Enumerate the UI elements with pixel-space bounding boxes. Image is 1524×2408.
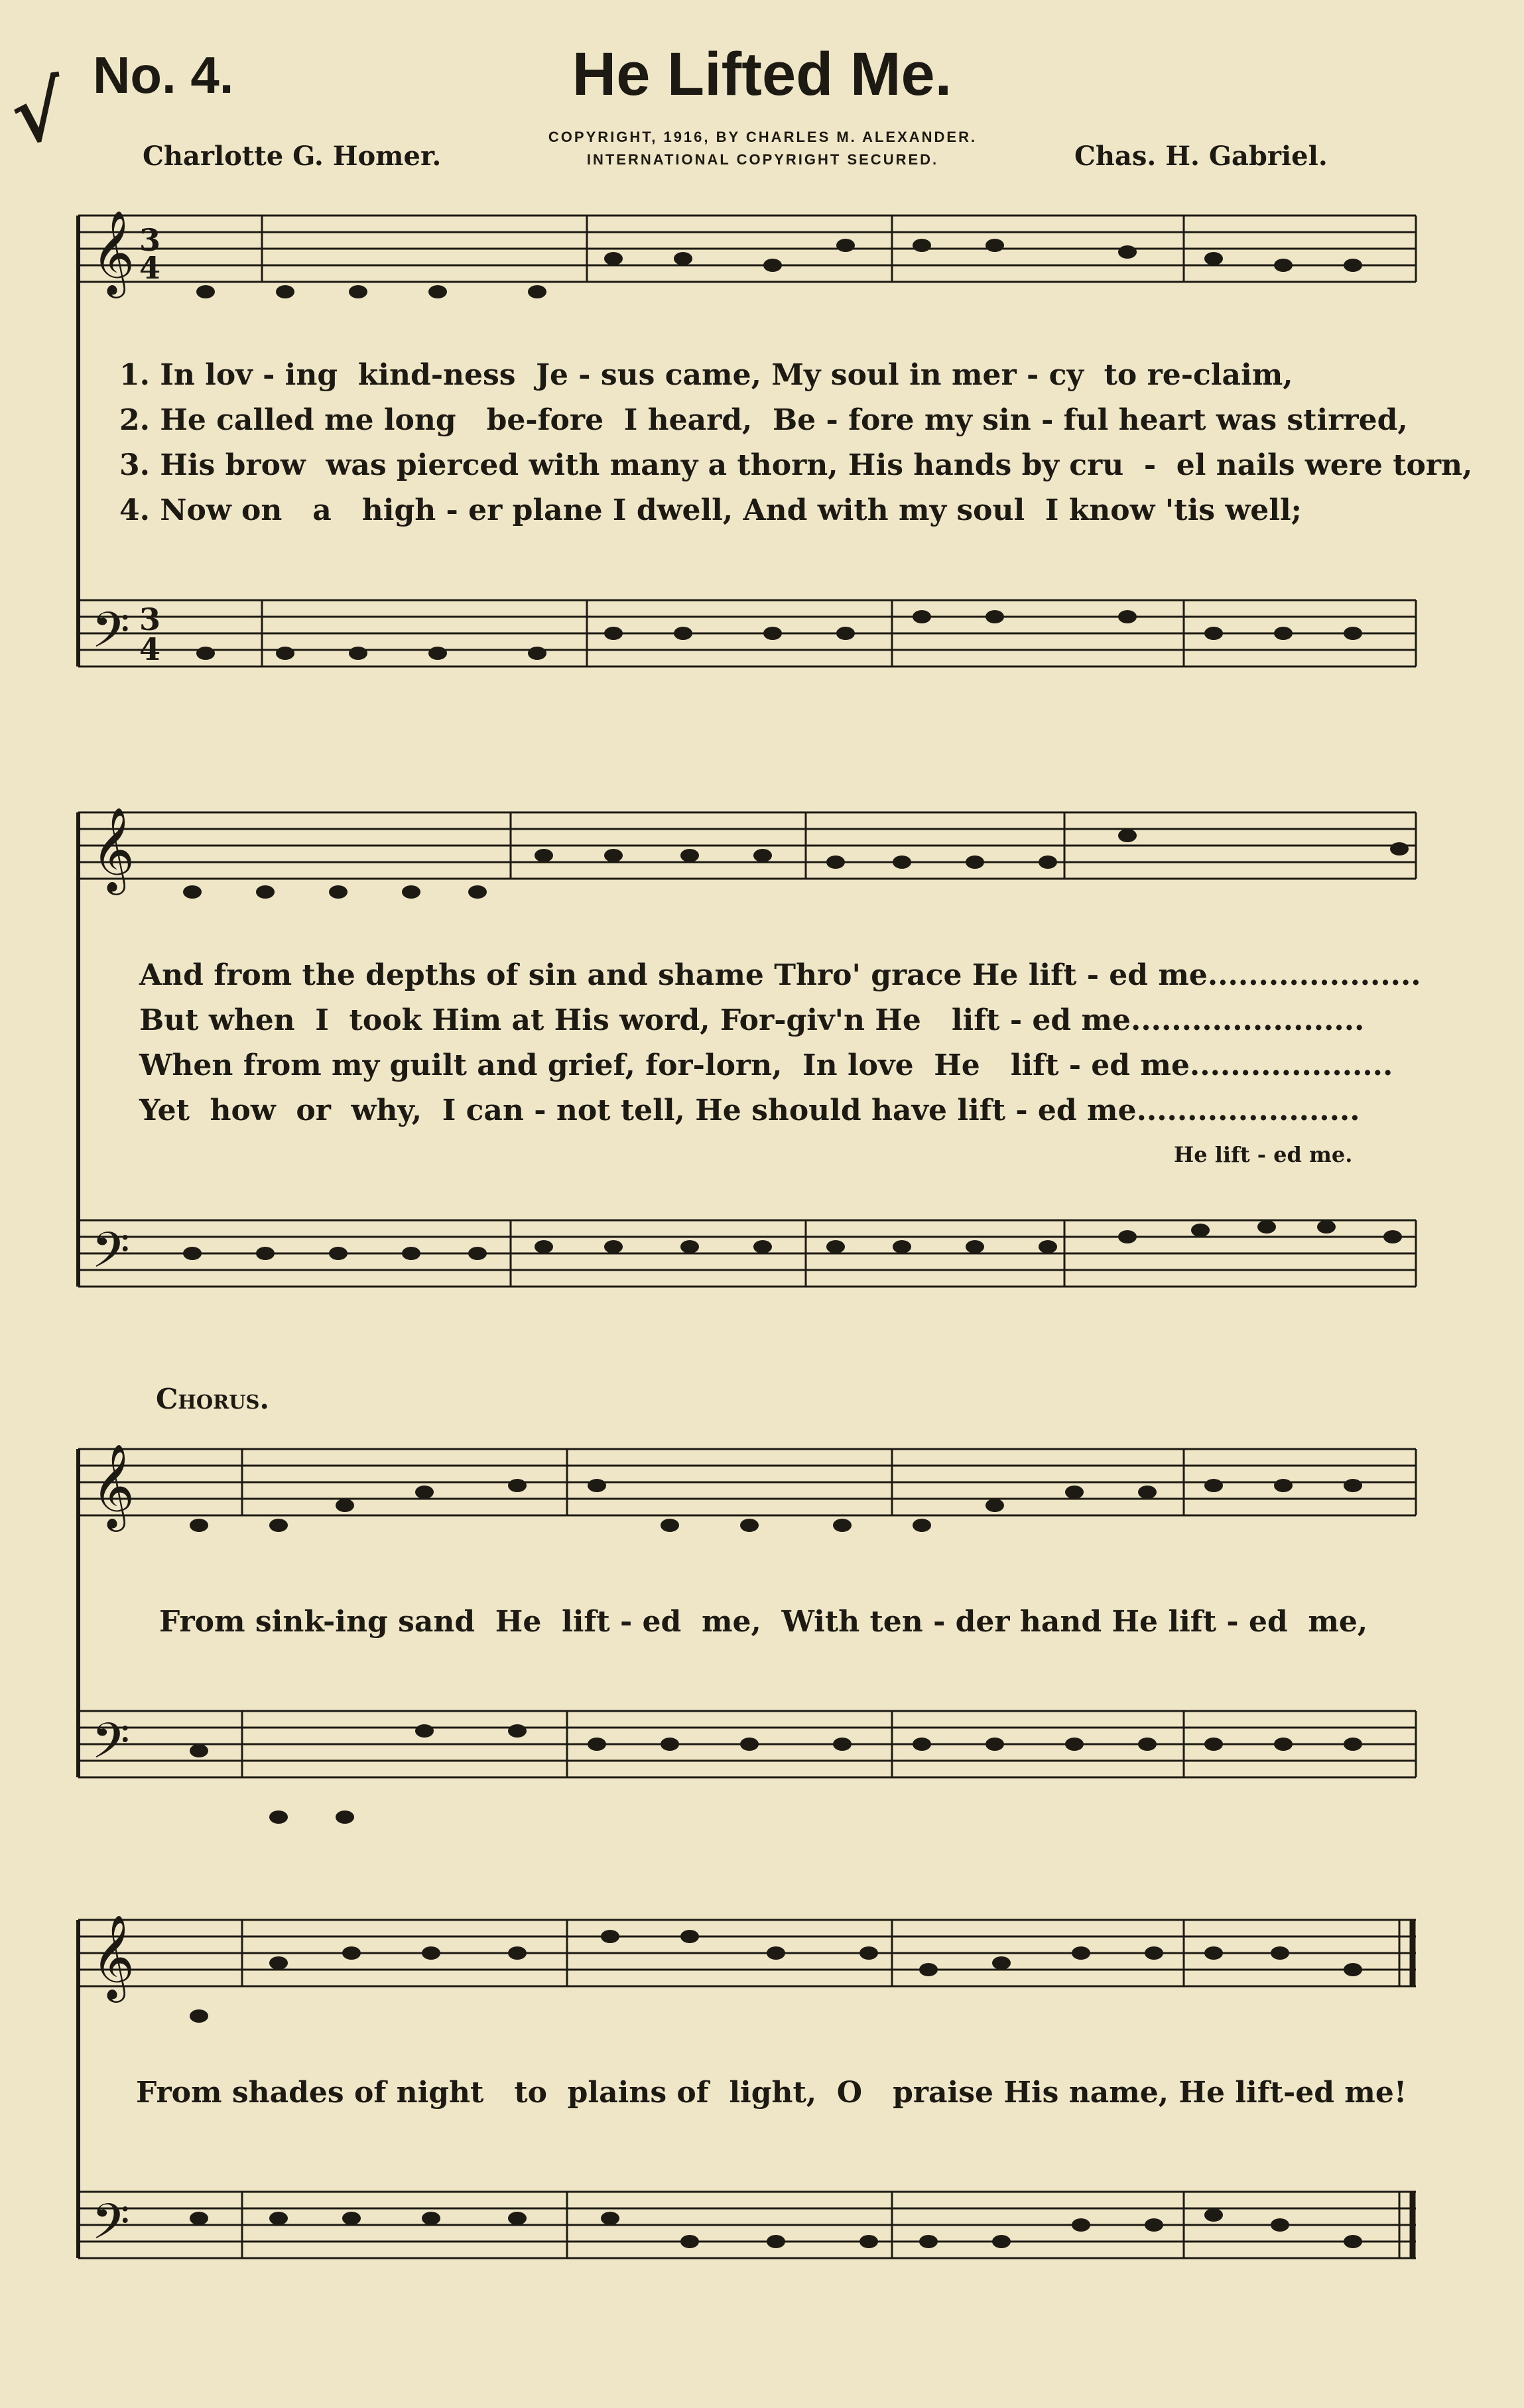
chorus-line-1: From sink-ing sand He lift - ed me, With ten - der hand He lift - ed me,: [159, 1605, 1368, 1639]
svg-text:4: 4: [139, 631, 161, 667]
verse-3-line-2: When from my guilt and grief, for-lorn, In love He lift - ed me....................: [139, 1048, 1393, 1082]
svg-text:𝄞: 𝄞: [92, 1914, 135, 1999]
svg-text:𝄞: 𝄞: [92, 806, 135, 891]
copyright-line-2: INTERNATIONAL COPYRIGHT SECURED.: [586, 151, 939, 168]
score-system-1: [78, 210, 1416, 671]
svg-text:4: 4: [139, 250, 161, 286]
verse-1-line-1: 1. In lov - ing kind-ness Je - sus came, My soul in mer - cy to re-claim,: [119, 358, 1293, 392]
svg-text:𝄞: 𝄞: [92, 1443, 135, 1528]
hymn-number: No. 4.: [93, 46, 234, 104]
verse-4-line-2: Yet how or why, I can - not tell, He should have lift - ed me......................: [139, 1094, 1360, 1127]
verse-2-line-2: But when I took Him at His word, For-giv'n He lift - ed me.......................: [139, 1003, 1365, 1037]
verse-1-line-2: And from the depths of sin and shame Thro' grace He lift - ed me.....................: [139, 958, 1421, 992]
copyright-line-1: COPYRIGHT, 1916, BY CHARLES M. ALEXANDER.: [548, 129, 978, 145]
check-mark: √: [5, 63, 71, 163]
verse-2-line-1: 2. He called me long be-fore I heard, Be - fore my sin - ful heart was stirred,: [119, 403, 1408, 437]
verse-3-line-1: 3. His brow was pierced with many a thorn, His hands by cru - el nails were torn,: [119, 448, 1473, 482]
composer-credit: Chas. H. Gabriel.: [1074, 141, 1328, 172]
svg-text:𝄢: 𝄢: [92, 602, 130, 671]
hymn-title: He Lifted Me.: [572, 40, 952, 108]
verse-4-line-1: 4. Now on a high - er plane I dwell, And with my soul I know 'tis well;: [119, 493, 1302, 527]
svg-text:3: 3: [139, 222, 161, 258]
svg-text:𝄢: 𝄢: [92, 1712, 130, 1782]
svg-text:3: 3: [139, 602, 161, 637]
chorus-line-2: From shades of night to plains of light, O praise His name, He lift-ed me!: [136, 2076, 1407, 2110]
svg-text:𝄞: 𝄞: [92, 210, 135, 294]
chorus-label: Chorus.: [156, 1383, 270, 1415]
bass-echo-lyric: He lift - ed me.: [1174, 1142, 1353, 1167]
author-credit: Charlotte G. Homer.: [143, 141, 442, 172]
svg-text:𝄢: 𝄢: [92, 2193, 130, 2263]
svg-text:𝄢: 𝄢: [92, 1222, 130, 1291]
